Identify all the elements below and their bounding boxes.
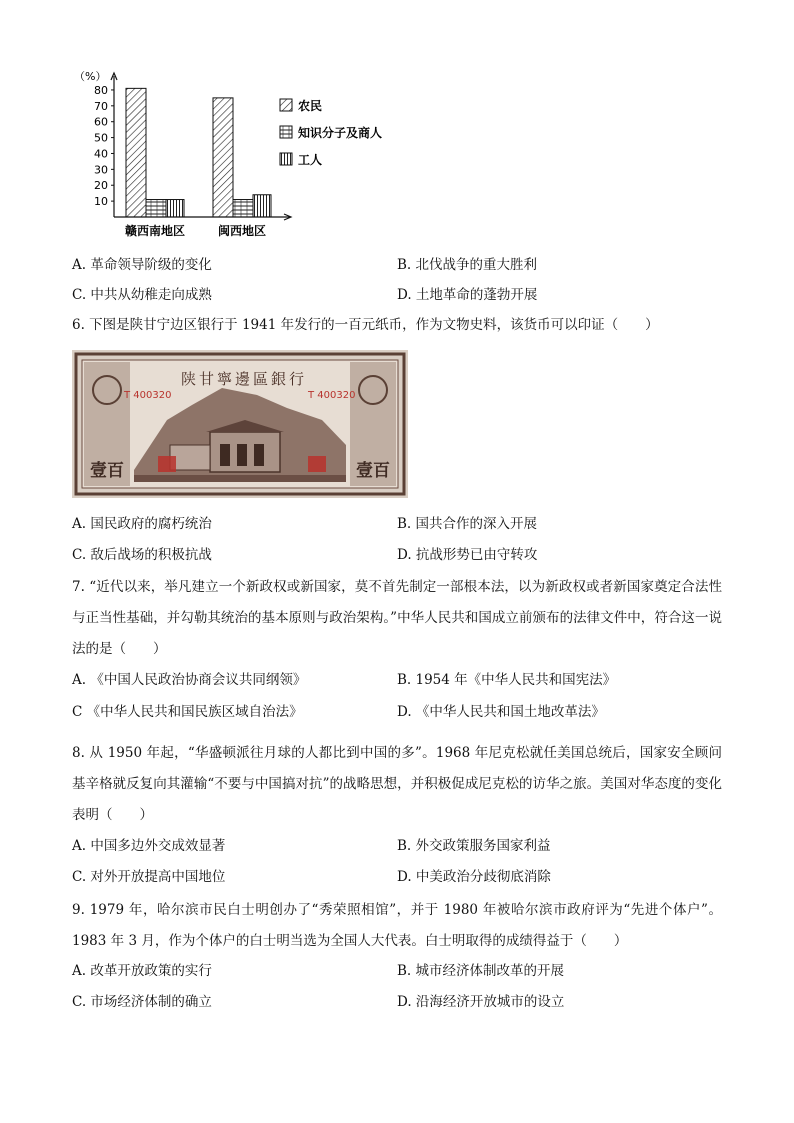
q9-stem: 9. 1979 年，哈尔滨市民白士明创办了“秀荣照相馆”，并于 1980 年被哈尔滨市政府评为“先进个体户”。1983 年 3 月，作为个体户的白士明当选为全国人大代表。白士明取得的成绩得益于（ ）	[72, 902, 722, 949]
q8-option-a[interactable]: A. 中国多边外交成效显著	[72, 838, 226, 854]
legend-swatch-1	[280, 126, 292, 138]
y-tick-label: 10	[94, 195, 108, 209]
q9-option-c[interactable]: C. 市场经济体制的确立	[72, 994, 212, 1010]
q5-option-b[interactable]: B. 北伐战争的重大胜利	[397, 257, 538, 273]
y-tick-label: 40	[94, 147, 108, 161]
y-tick-label: 60	[94, 115, 108, 129]
banknote-serial-left: T 400320	[124, 390, 172, 401]
q9-option-b[interactable]: B. 城市经济体制改革的开展	[397, 963, 565, 979]
legend-label-1: 知识分子及商人	[298, 126, 383, 140]
q7-option-d[interactable]: D. 《中华人民共和国土地改革法》	[397, 704, 605, 720]
banknote-image	[72, 350, 408, 498]
q6-option-c[interactable]: C. 敌后战场的积极抗战	[72, 547, 212, 563]
banknote-bank-name: 陕甘寧邊區銀行	[180, 370, 308, 388]
q5-option-d[interactable]: D. 土地革命的蓬勃开展	[397, 287, 538, 303]
y-tick-label: 20	[94, 179, 108, 193]
y-axis-label: （%）	[74, 70, 107, 83]
legend-swatch-2	[280, 153, 292, 165]
q7-option-b[interactable]: B. 1954 年《中华人民共和国宪法》	[397, 672, 617, 688]
q8-option-d[interactable]: D. 中美政治分歧彻底消除	[397, 869, 551, 885]
bar-0-2	[166, 200, 184, 217]
q5-option-a[interactable]: A. 革命领导阶级的变化	[72, 257, 212, 273]
q7-option-a[interactable]: A. 《中国人民政治协商会议共同纲领》	[72, 672, 307, 688]
legend-label-0: 农民	[298, 99, 323, 113]
q6-option-a[interactable]: A. 国民政府的腐朽统治	[72, 516, 212, 532]
q6-stem: 6. 下图是陕甘宁边区银行于 1941 年发行的一百元纸币，作为文物史料，该货币可以印证（ ）	[72, 317, 659, 333]
banknote-serial-right: T 400320	[308, 390, 356, 401]
banknote-denomination-left: 壹百	[90, 461, 124, 481]
bar-0-1	[146, 200, 166, 217]
y-tick-label: 30	[94, 163, 108, 177]
bar-0-0	[126, 88, 146, 217]
q9-option-d[interactable]: D. 沿海经济开放城市的设立	[397, 994, 565, 1010]
q8-stem: 8. 从 1950 年起，“华盛顿派往月球的人都比到中国的多”。1968 年尼克松就任美国总统后，国家安全顾问基辛格就反复向其灌输“不要与中国搞对抗”的战略思想，并积极促成尼克松的访华之旅。美国对华态度的变化表明（ ）	[72, 745, 722, 823]
q8-option-b[interactable]: B. 外交政策服务国家利益	[397, 838, 551, 854]
legend-swatch-0	[280, 99, 292, 111]
x-category-label: 闽西地区	[217, 224, 267, 238]
banknote-denomination-right: 壹百	[356, 461, 390, 481]
y-tick-label: 80	[94, 83, 108, 97]
q5-option-c[interactable]: C. 中共从幼稚走向成熟	[72, 287, 212, 303]
y-tick-label: 70	[94, 99, 108, 113]
bar-1-2	[253, 195, 271, 217]
legend-label-2: 工人	[298, 153, 323, 167]
y-tick-label: 50	[94, 131, 108, 145]
q8-option-c[interactable]: C. 对外开放提高中国地位	[72, 869, 226, 885]
x-category-label: 赣西南地区	[124, 224, 186, 238]
q6-option-b[interactable]: B. 国共合作的深入开展	[397, 516, 538, 532]
bar-1-0	[213, 98, 233, 217]
q7-option-c[interactable]: C 《中华人民共和国民族区域自治法》	[72, 704, 303, 720]
bar-1-1	[233, 200, 253, 217]
q9-option-a[interactable]: A. 改革开放政策的实行	[72, 963, 212, 979]
q7-stem: 7. “近代以来，举凡建立一个新政权或新国家，莫不首先制定一部根本法，以为新政权或者新国家奠定合法性与正当性基础，并勾勒其统治的基本原则与政治架构。”中华人民共和国成立前颁布的法律文件中，符合这一说法的是（ ）	[72, 579, 722, 657]
q6-option-d[interactable]: D. 抗战形势已由守转攻	[397, 547, 538, 563]
bar-chart	[70, 68, 410, 243]
